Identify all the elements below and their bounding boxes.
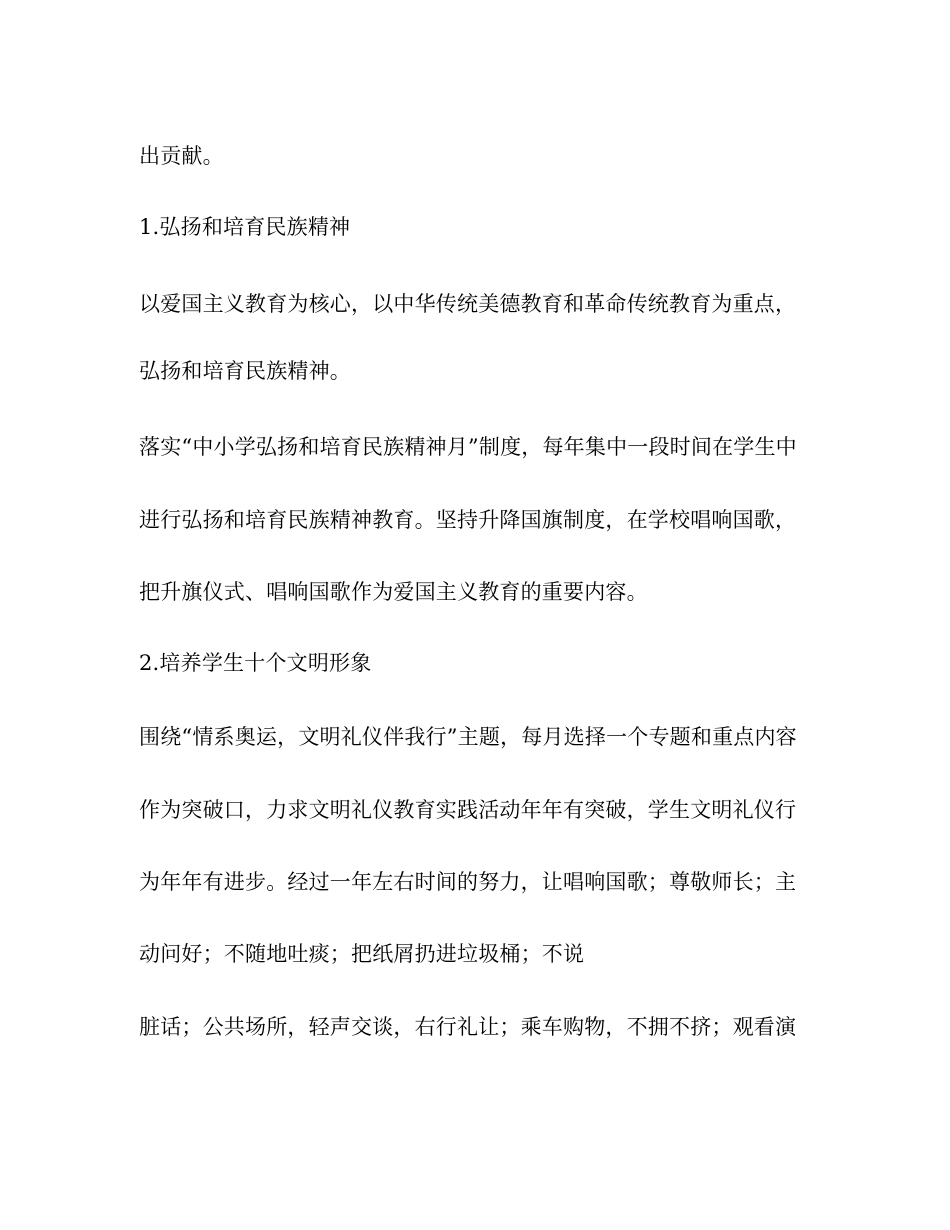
- text-line-1: 出贡献。: [139, 144, 224, 168]
- text-line-10: 作为突破口，力求文明礼仪教育实践活动年年有突破，学生文明礼仪行: [139, 798, 797, 822]
- section-heading-2: 2.培养学生十个文明形象: [139, 651, 372, 675]
- text-line-4: 弘扬和培育民族精神。: [139, 359, 351, 383]
- text-line-6: 进行弘扬和培育民族精神教育。坚持升降国旗制度，在学校唱响国歌，: [139, 508, 797, 532]
- text-line-13: 脏话；公共场所，轻声交谈，右行礼让；乘车购物，不拥不挤；观看演: [139, 1015, 797, 1039]
- text-line-9: 围绕“情系奥运，文明礼仪伴我行”主题，每月选择一个专题和重点内容: [139, 725, 797, 749]
- text-line-3: 以爱国主义教育为核心，以中华传统美德教育和革命传统教育为重点，: [139, 292, 797, 316]
- text-line-5: 落实“中小学弘扬和培育民族精神月”制度，每年集中一段时间在学生中: [139, 435, 797, 459]
- text-line-7: 把升旗仪式、唱响国歌作为爱国主义教育的重要内容。: [139, 580, 648, 604]
- text-line-11: 为年年有进步。经过一年左右时间的努力，让唱响国歌；尊敬师长；主: [139, 870, 797, 894]
- section-heading-1: 1.弘扬和培育民族精神: [139, 215, 351, 239]
- text-line-12: 动问好；不随地吐痰；把纸屑扔进垃圾桶；不说: [139, 942, 585, 966]
